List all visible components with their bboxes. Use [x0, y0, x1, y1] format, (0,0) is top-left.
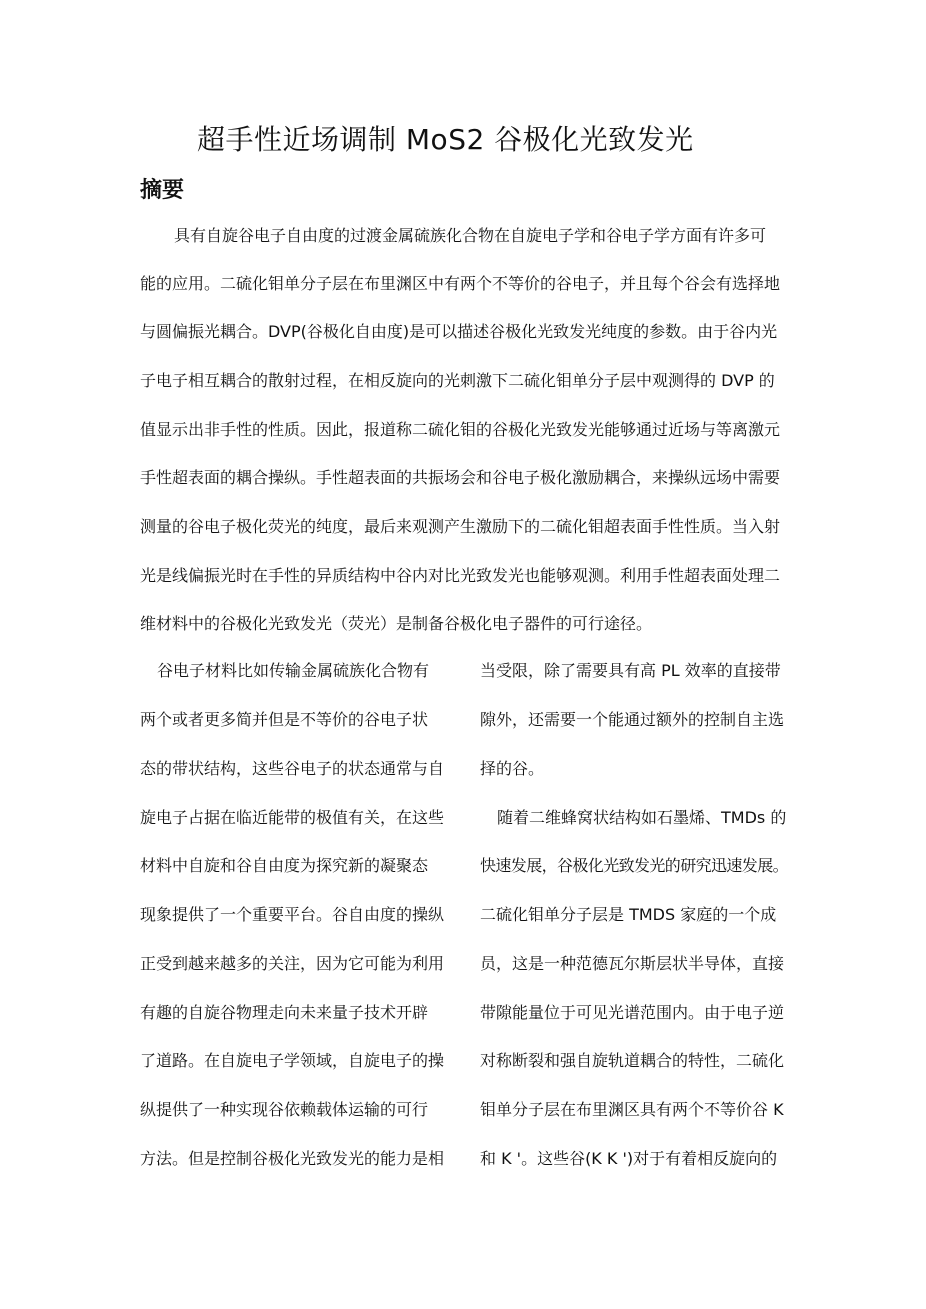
body-line: 当受限，除了需要具有高 PL 效率的直接带 — [480, 661, 781, 680]
body-line: 现象提供了一个重要平台。谷自由度的操纵 — [140, 905, 445, 924]
body-line: 隙外，还需要一个能通过额外的控制自主选 — [480, 710, 785, 729]
abstract-line: 与圆偏振光耦合。DVP(谷极化自由度)是可以描述谷极化光致发光纯度的参数。由于谷内光 — [140, 322, 778, 341]
body-line: 材料中自旋和谷自由度为探究新的凝聚态 — [140, 856, 429, 875]
body-line: 态的带状结构，这些谷电子的状态通常与自 — [140, 759, 445, 778]
abstract-line: 光是线偏振光时在手性的异质结构中谷内对比光致发光也能够观测。利用手性超表面处理二 — [140, 566, 781, 585]
body-line: 员，这是一种范德瓦尔斯层状半导体，直接 — [480, 954, 785, 973]
body-line: 快速发展，谷极化光致发光的研究迅速发展。 — [480, 856, 789, 875]
body-line: 和 K '。这些谷(K K ')对于有着相反旋向的 — [480, 1149, 778, 1168]
body-line: 随着二维蜂窝状结构如石墨烯、TMDs 的 — [497, 808, 787, 827]
abstract-line: 能的应用。二硫化钼单分子层在布里渊区中有两个不等价的谷电子，并且每个谷会有选择地 — [140, 274, 781, 293]
body-line: 了道路。在自旋电子学领域，自旋电子的操 — [140, 1051, 445, 1070]
abstract-heading: 摘要 — [140, 178, 185, 203]
abstract-line: 子电子相互耦合的散射过程，在相反旋向的光刺激下二硫化钼单分子层中观测得的 DVP 的 — [140, 371, 775, 390]
body-line: 带隙能量位于可见光谱范围内。由于电子逆 — [480, 1003, 785, 1022]
body-line: 对称断裂和强自旋轨道耦合的特性，二硫化 — [480, 1051, 785, 1070]
body-line: 方法。但是控制谷极化光致发光的能力是相 — [140, 1149, 445, 1168]
document-title: 超手性近场调制 MoS2 谷极化光致发光 — [197, 123, 694, 156]
abstract-line: 测量的谷电子极化荧光的纯度，最后来观测产生激励下的二硫化钼超表面手性性质。当入射 — [140, 517, 781, 536]
body-line: 纵提供了一种实现谷依赖载体运输的可行 — [140, 1100, 429, 1119]
body-line: 二硫化钼单分子层是 TMDS 家庭的一个成 — [480, 905, 777, 924]
abstract-line: 手性超表面的耦合操纵。手性超表面的共振场会和谷电子极化激励耦合，来操纵远场中需要 — [140, 468, 781, 487]
body-line: 有趣的自旋谷物理走向未来量子技术开辟 — [140, 1003, 429, 1022]
abstract-line: 维材料中的谷极化光致发光（荧光）是制备谷极化电子器件的可行途径。 — [140, 614, 653, 633]
abstract-line: 值显示出非手性的性质。因此，报道称二硫化钼的谷极化光致发光能够通过近场与等离激元 — [140, 420, 781, 439]
body-line: 旋电子占据在临近能带的极值有关，在这些 — [140, 808, 445, 827]
body-line: 正受到越来越多的关注，因为它可能为利用 — [140, 954, 445, 973]
body-line: 两个或者更多简并但是不等价的谷电子状 — [140, 710, 429, 729]
body-line: 谷电子材料比如传输金属硫族化合物有 — [157, 661, 430, 680]
abstract-line: 具有自旋谷电子自由度的过渡金属硫族化合物在自旋电子学和谷电子学方面有许多可 — [174, 226, 767, 245]
body-line: 择的谷。 — [480, 759, 545, 778]
body-line: 钼单分子层在布里渊区具有两个不等价谷 K — [480, 1100, 784, 1119]
